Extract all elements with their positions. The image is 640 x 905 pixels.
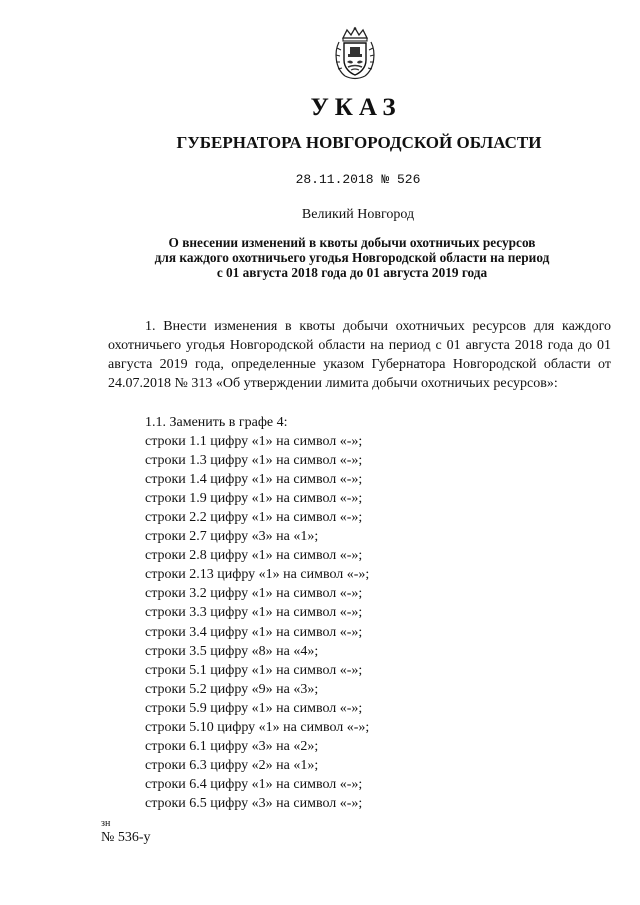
list-item: строки 3.2 цифру «1» на символ «-»; xyxy=(145,586,363,602)
list-item: строки 5.9 цифру «1» на символ «-»; xyxy=(145,700,363,716)
list-item: строки 3.5 цифру «8» на «4»; xyxy=(145,643,319,659)
list-item: строки 1.3 цифру «1» на символ «-»; xyxy=(145,453,363,469)
decree-body xyxy=(108,317,611,393)
list-item: строки 1.4 цифру «1» на символ «-»; xyxy=(145,472,363,488)
issuing-authority: ГУБЕРНАТОРА НОВГОРОДСКОЙ ОБЛАСТИ xyxy=(176,133,542,152)
list-item: строки 3.3 цифру «1» на символ «-»; xyxy=(145,605,363,621)
list-item: строки 2.2 цифру «1» на символ «-»; xyxy=(145,510,363,526)
paragraph-1: 1. Внести изменения в квоты добычи охотничьих ресурсов для каждого охотничьего угодья Новгородской области на период с 01 августа 2018 года до 01 августа 2019 года, определенные указом Губернатора Новгородской области от 24.07.2018 № 313 «Об утверждении лимита добычи охотничьих ресурсов»: xyxy=(108,319,611,392)
list-item: строки 6.3 цифру «2» на «1»; xyxy=(145,757,319,773)
list-item: строки 6.1 цифру «3» на «2»; xyxy=(145,738,319,754)
subject-line-1: О внесении изменений в квоты добычи охотничьих ресурсов xyxy=(168,235,536,250)
subject-line-2: для каждого охотничьего угодья Новгородской области на период xyxy=(154,250,550,265)
list-item: 1.1. Заменить в графе 4: xyxy=(145,415,288,430)
list-item: строки 1.9 цифру «1» на символ «-»; xyxy=(145,491,363,507)
changes-list xyxy=(145,413,369,813)
list-item: строки 6.5 цифру «3» на символ «-»; xyxy=(145,795,363,811)
date-and-number: 28.11.2018 № 526 xyxy=(295,172,421,187)
list-item: строки 2.13 цифру «1» на символ «-»; xyxy=(145,567,370,583)
list-item: строки 6.4 цифру «1» на символ «-»; xyxy=(145,776,363,792)
list-item: строки 3.4 цифру «1» на символ «-»; xyxy=(145,624,363,640)
footer-code: зн xyxy=(101,818,111,829)
decree-subject xyxy=(128,235,576,280)
list-item: строки 5.10 цифру «1» на символ «-»; xyxy=(145,719,370,735)
footer-number: № 536-у xyxy=(101,830,151,845)
list-item: строки 2.7 цифру «3» на «1»; xyxy=(145,529,319,545)
list-item: строки 5.1 цифру «1» на символ «-»; xyxy=(145,662,363,678)
city-name: Великий Новгород xyxy=(301,207,415,222)
list-item: строки 5.2 цифру «9» на «3»; xyxy=(145,681,319,697)
subject-line-3: с 01 августа 2018 года до 01 августа 2019 года xyxy=(216,265,488,280)
document-title: УКАЗ xyxy=(310,94,402,121)
list-item: строки 2.8 цифру «1» на символ «-»; xyxy=(145,548,363,564)
list-item: строки 1.1 цифру «1» на символ «-»; xyxy=(145,434,363,450)
novgorod-coat-of-arms-icon xyxy=(333,26,377,82)
